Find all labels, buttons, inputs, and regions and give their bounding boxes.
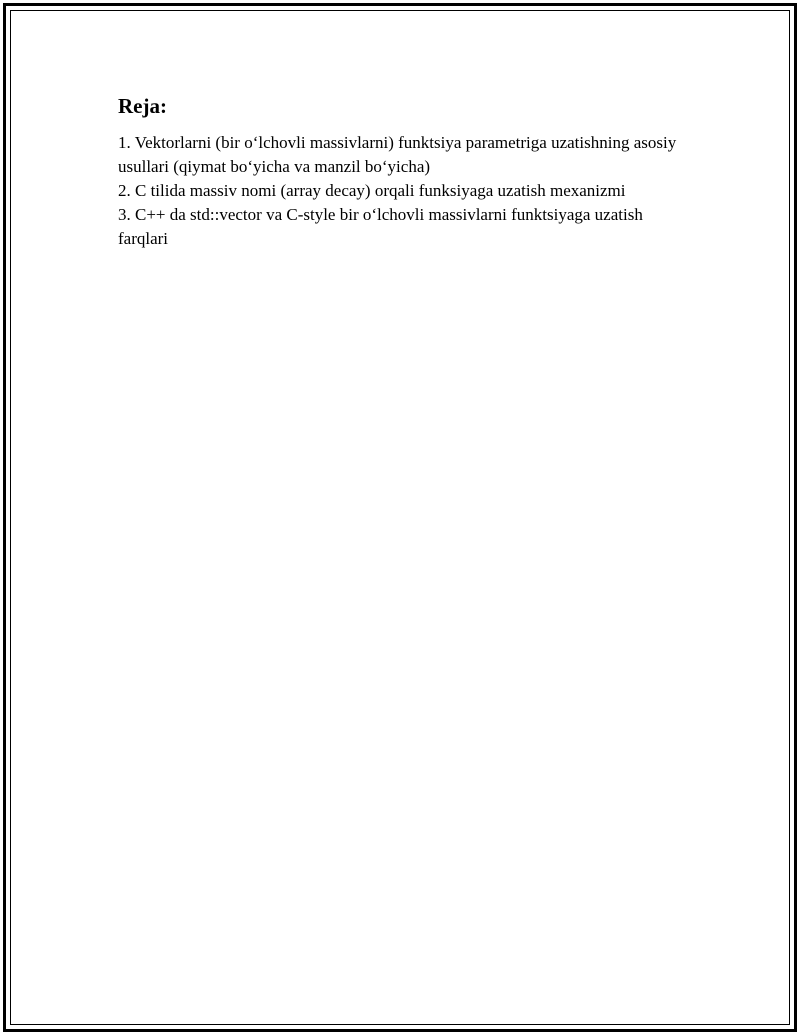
plan-item-1: 1. Vektorlarni (bir o‘lchovli massivlarni) funktsiya parametriga uzatishning asosiy usullari (qiymat bo‘yicha va manzil bo‘yicha) [118, 133, 677, 176]
plan-item-2: 2. C tilida massiv nomi (array decay) orqali funksiyaga uzatish mexanizmi [118, 181, 626, 200]
plan-list [118, 131, 688, 251]
plan-heading: Reja: [118, 94, 167, 118]
plan-item-3: 3. C++ da std::vector va C-style bir o‘lchovli massivlarni funktsiyaga uzatish farqlari [118, 205, 643, 248]
page-content [118, 93, 688, 251]
